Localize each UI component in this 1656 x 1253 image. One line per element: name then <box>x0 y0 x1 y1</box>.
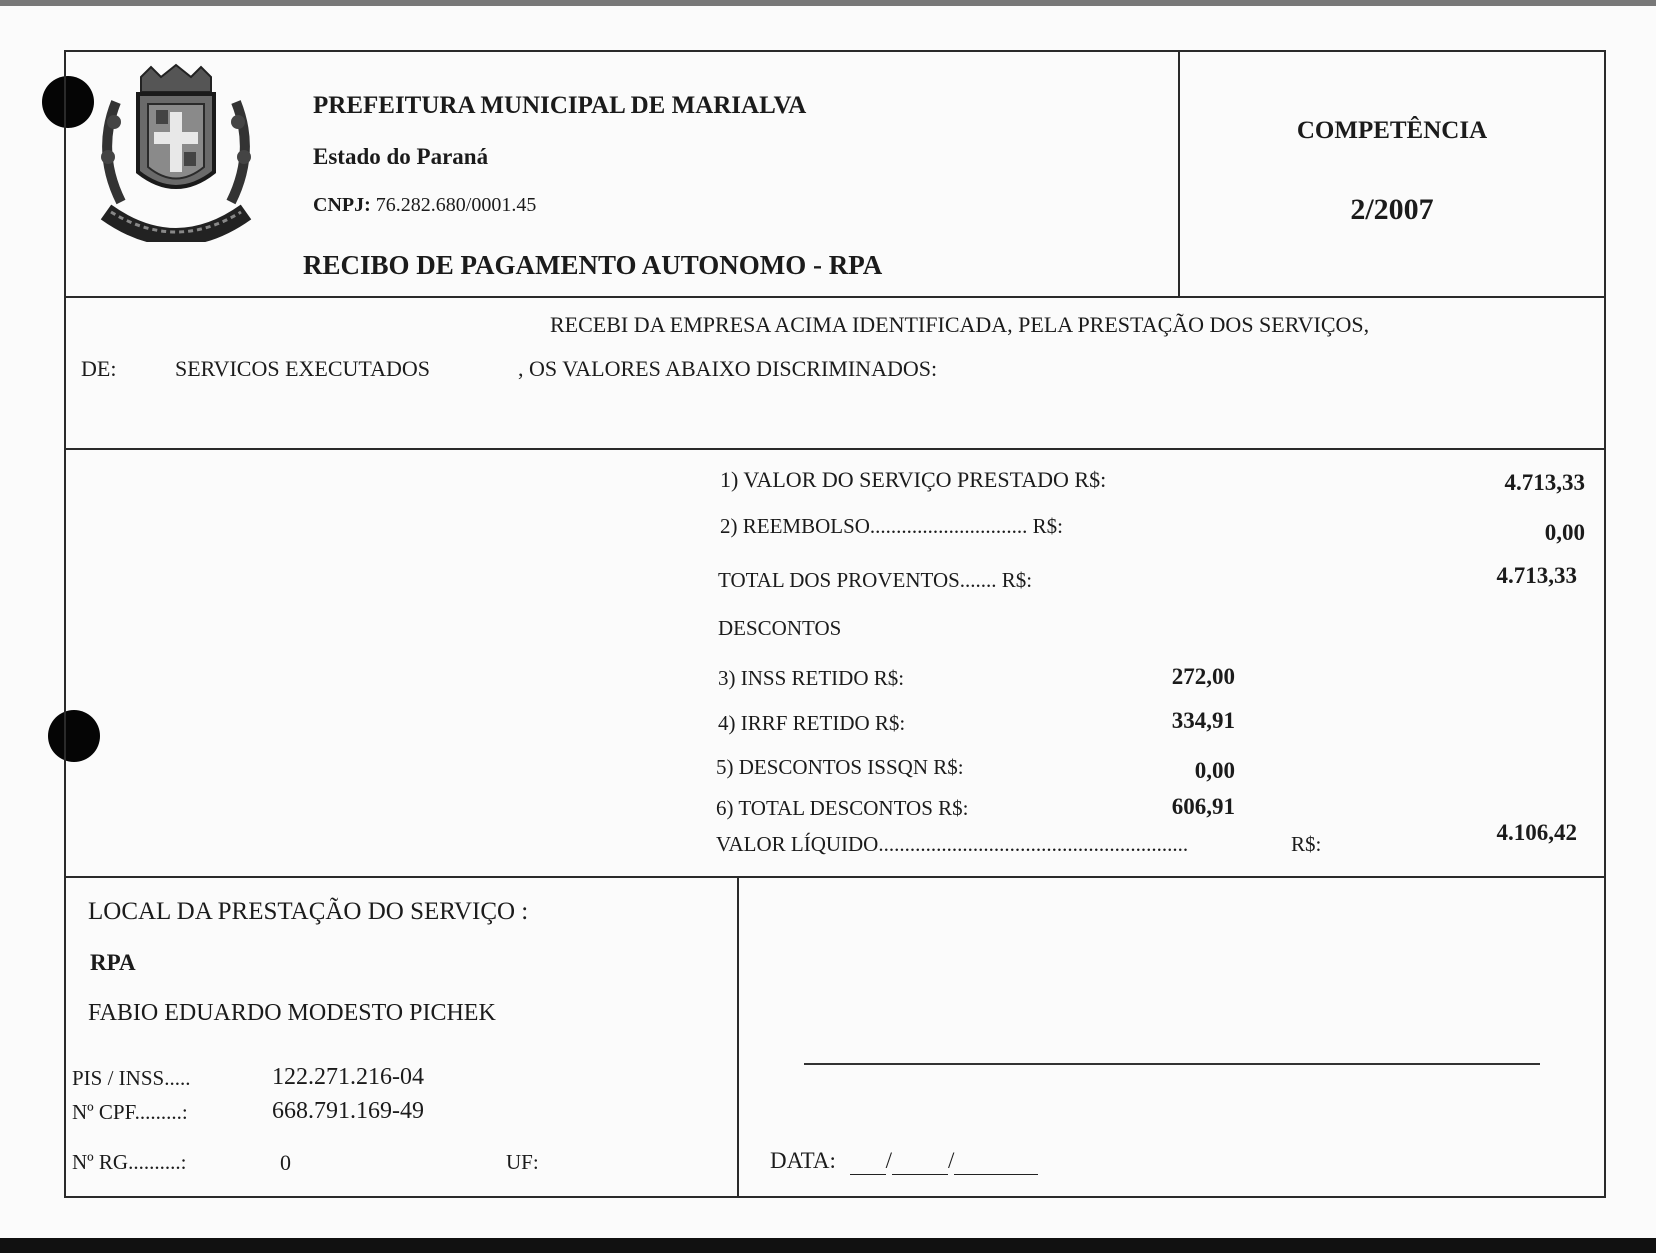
reembolso-value: 0,00 <box>1544 520 1585 545</box>
date-year-field[interactable] <box>954 1148 1038 1175</box>
divider-statement <box>64 448 1606 450</box>
total-descontos-value: 606,91 <box>1171 794 1235 819</box>
border-left <box>64 50 66 1198</box>
signature-line[interactable] <box>804 1063 1540 1065</box>
descontos-label: DESCONTOS <box>718 616 842 640</box>
competencia-value: 2/2007 <box>1350 193 1434 226</box>
inss-label: 3) INSS RETIDO R$: <box>718 666 905 690</box>
liquido-label: VALOR LÍQUIDO........................................................... <box>716 832 1189 856</box>
statement-de-label: DE: <box>81 356 117 381</box>
total-proventos-label: TOTAL DOS PROVENTOS....... R$: <box>718 568 1033 592</box>
punch-hole-bottom <box>48 710 100 762</box>
servico-label: 1) VALOR DO SERVIÇO PRESTADO R$: <box>720 467 1107 492</box>
issqn-label: 5) DESCONTOS ISSQN R$: <box>716 755 964 779</box>
cnpj-label: CNPJ: <box>313 194 371 216</box>
cpf-value: 668.791.169-49 <box>272 1098 424 1124</box>
liquido-currency: R$: <box>1291 832 1322 856</box>
cpf-label: Nº CPF.........: <box>72 1100 188 1124</box>
scan-edge-top <box>0 0 1656 6</box>
cnpj-value: 76.282.680/0001.45 <box>375 194 537 216</box>
servico-value: 4.713,33 <box>1504 470 1585 495</box>
competencia-label: COMPETÊNCIA <box>1296 117 1488 144</box>
total-descontos-label: 6) TOTAL DESCONTOS R$: <box>716 796 969 820</box>
statement-line-2: , OS VALORES ABAIXO DISCRIMINADOS: <box>518 356 938 381</box>
divider-competencia <box>1178 50 1180 298</box>
liquido-value: 4.106,42 <box>1496 820 1577 845</box>
irrf-label: 4) IRRF RETIDO R$: <box>718 711 906 735</box>
border-bottom <box>64 1196 1606 1198</box>
local-value: RPA <box>90 950 136 975</box>
pis-label: PIS / INSS..... <box>72 1066 191 1090</box>
cnpj-row <box>313 194 536 217</box>
irrf-value: 334,91 <box>1171 708 1235 733</box>
pis-value: 122.271.216-04 <box>272 1064 424 1090</box>
org-name: PREFEITURA MUNICIPAL DE MARIALVA <box>313 92 807 119</box>
state-name: Estado do Paraná <box>313 144 489 169</box>
divider-footer <box>737 876 739 1198</box>
rg-label: Nº RG..........: <box>72 1150 187 1174</box>
document-title: RECIBO DE PAGAMENTO AUTONOMO - RPA <box>303 250 883 280</box>
inss-value: 272,00 <box>1171 664 1235 689</box>
statement-service: SERVICOS EXECUTADOS <box>175 356 430 381</box>
uf-label: UF: <box>506 1150 539 1174</box>
divider-values <box>64 876 1606 878</box>
date-day-field[interactable] <box>850 1148 886 1175</box>
local-label: LOCAL DA PRESTAÇÃO DO SERVIÇO : <box>88 898 529 925</box>
border-right <box>1604 50 1606 1198</box>
reembolso-label: 2) REEMBOLSO.............................. R$: <box>720 514 1064 538</box>
divider-header <box>64 296 1606 298</box>
border-top <box>64 50 1606 52</box>
rg-value: 0 <box>280 1150 291 1175</box>
statement-line-1: RECEBI DA EMPRESA ACIMA IDENTIFICADA, PELA PRESTAÇÃO DOS SERVIÇOS, <box>550 312 1370 337</box>
date-row: DATA: / / <box>770 1148 1038 1175</box>
date-label: DATA: <box>770 1148 836 1173</box>
scan-edge-bottom <box>0 1238 1656 1253</box>
date-month-field[interactable] <box>892 1148 948 1175</box>
provider-name: FABIO EDUARDO MODESTO PICHEK <box>88 1000 496 1026</box>
municipal-coat-of-arms-icon <box>86 62 266 242</box>
issqn-value: 0,00 <box>1194 758 1235 783</box>
total-proventos-value: 4.713,33 <box>1496 563 1577 588</box>
